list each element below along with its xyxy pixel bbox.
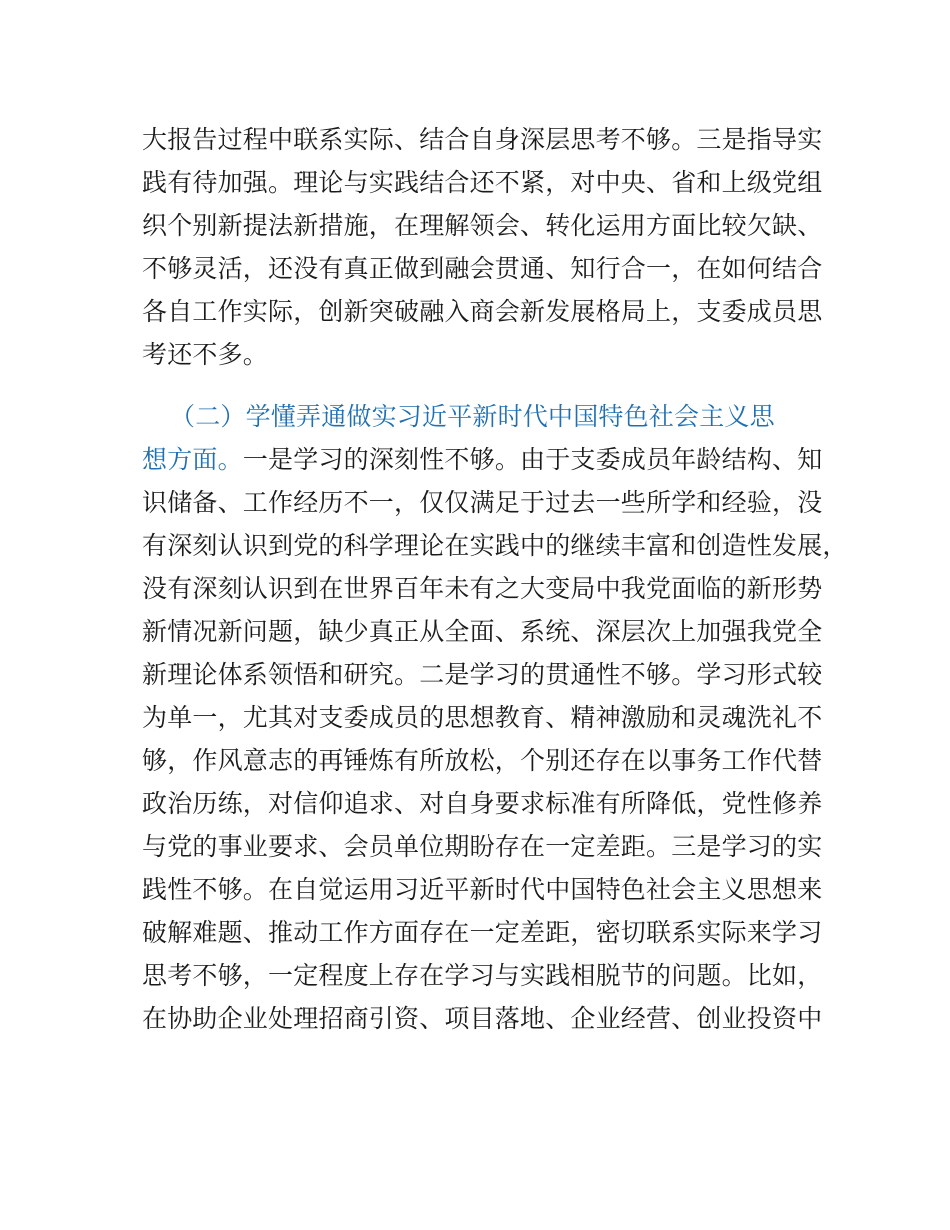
paragraph2-line-1 (142, 443, 822, 477)
paragraph2-line-4: 没有深刻认识到在世界百年未有之大变局中我党面临的新形势 (142, 574, 823, 603)
paragraph2-line-1-rest: 一是学习的深刻性不够。由于支委成员年龄结构、知 (242, 445, 823, 474)
paragraph1-line-3: 织个别新提法新措施，在理解领会、转化运用方面比较欠缺、 (142, 211, 823, 240)
paragraph2-line-3: 有深刻认识到党的科学理论在实践中的继续丰富和创造性发展， (142, 531, 848, 560)
paragraph2-line-2: 识储备、工作经历不一，仅仅满足于过去一些所学和经验，没 (142, 488, 823, 517)
paragraph1-line-4: 不够灵活，还没有真正做到融会贯通、知行合一，在如何结合 (142, 254, 823, 283)
paragraph2-line-14: 在协助企业处理招商引资、项目落地、企业经营、创业投资中 (142, 1004, 823, 1033)
paragraph2-line-10: 与党的事业要求、会员单位期盼存在一定差距。三是学习的实 (142, 832, 823, 861)
section-heading-line-1: （二）学懂弄通做实习近平新时代中国特色社会主义思 (170, 402, 775, 431)
paragraph2-line-6: 新理论体系领悟和研究。二是学习的贯通性不够。学习形式较 (142, 660, 823, 689)
paragraph2-line-8: 够，作风意志的再锤炼有所放松，个别还存在以事务工作代替 (142, 746, 823, 775)
paragraph2-line-7: 为单一，尤其对支委成员的思想教育、精神激励和灵魂洗礼不 (142, 703, 823, 732)
paragraph1-line-2: 践有待加强。理论与实践结合还不紧，对中央、省和上级党组 (142, 168, 823, 197)
paragraph2-line-9: 政治历练，对信仰追求、对自身要求标准有所降低，党性修养 (142, 789, 823, 818)
paragraph2-line-11: 践性不够。在自觉运用习近平新时代中国特色社会主义思想来 (142, 875, 823, 904)
paragraph1-line-6: 考还不多。 (142, 340, 269, 369)
paragraph2-line-5: 新情况新问题，缺少真正从全面、系统、深层次上加强我党全 (142, 617, 823, 646)
section-heading-line-2: 想方面。 (142, 445, 243, 474)
paragraph1-line-1: 大报告过程中联系实际、结合自身深层思考不够。三是指导实 (142, 125, 823, 154)
paragraph1-line-5: 各自工作实际，创新突破融入商会新发展格局上，支委成员思 (142, 297, 823, 326)
paragraph2-line-13: 思考不够，一定程度上存在学习与实践相脱节的问题。比如， (142, 961, 823, 990)
paragraph2-line-12: 破解难题、推动工作方面存在一定差距，密切联系实际来学习 (142, 918, 823, 947)
